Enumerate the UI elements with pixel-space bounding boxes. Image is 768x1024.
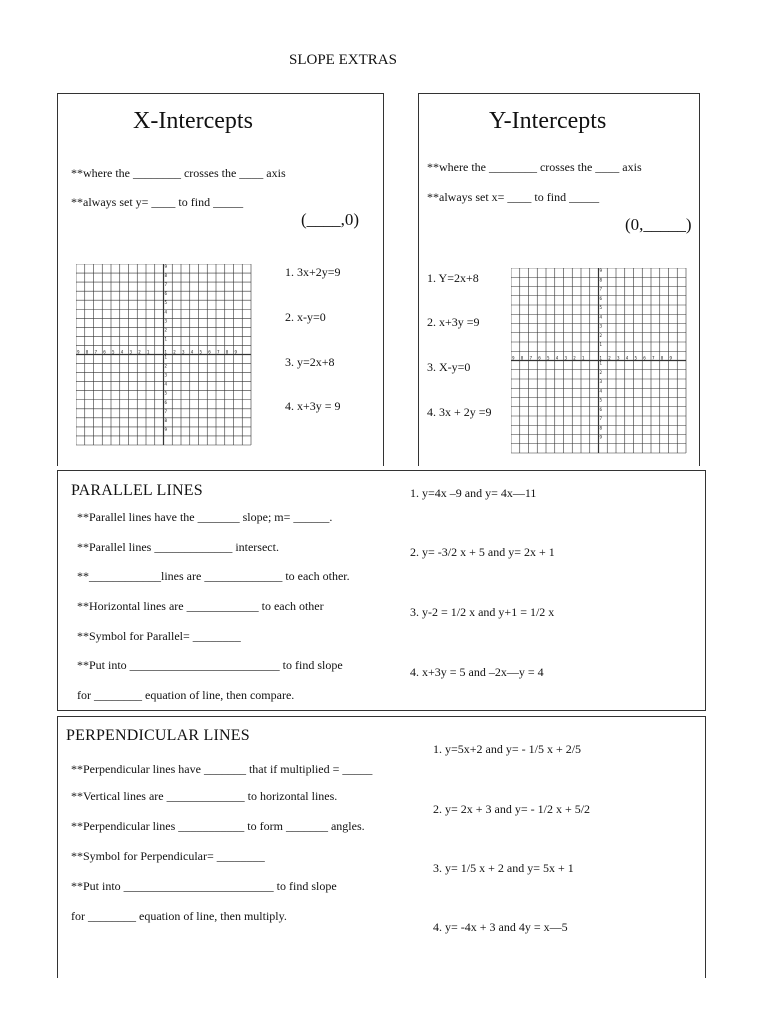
parallel-note: **Symbol for Parallel= ________	[77, 629, 241, 643]
axis-tick-label: 5	[547, 355, 550, 361]
axis-tick-label: 3	[164, 318, 168, 324]
y-intercepts-heading: Y-Intercepts	[489, 108, 607, 134]
axis-tick-label: 5	[199, 349, 203, 355]
x-intercepts-definition: **where the ________ crosses the ____ axis	[71, 166, 286, 180]
axis-tick-label: 9	[512, 355, 515, 361]
y-intercepts-definition: **where the ________ crosses the ____ axis	[427, 160, 642, 174]
axis-tick-label: 3	[164, 372, 168, 378]
axis-tick-label: 7	[599, 286, 603, 292]
parallel-lines-heading: PARALLEL LINES	[71, 482, 203, 499]
y-problem-3: 3. X-y=0	[427, 360, 471, 374]
axis-tick-label: 1	[599, 360, 603, 366]
axis-tick-label: 7	[599, 416, 603, 421]
axis-tick-label: 4	[190, 349, 194, 355]
perpendicular-note: **Vertical lines are _____________ to horizontal lines.	[71, 789, 338, 803]
axis-tick-label: 2	[173, 349, 176, 355]
axis-tick-label: 4	[555, 355, 559, 361]
parallel-note: **____________lines are _____________ to each other.	[77, 569, 350, 583]
axis-tick-label: 4	[599, 388, 603, 394]
axis-tick-label: 6	[538, 355, 541, 361]
x-intercepts-coordinate-grid	[76, 264, 252, 446]
axis-tick-label: 5	[112, 349, 115, 355]
axis-tick-label: 1	[164, 349, 168, 355]
x-problem-1: 1. 3x+2y=9	[285, 265, 341, 279]
axis-tick-label: 8	[164, 417, 168, 423]
axis-tick-label: 5	[599, 305, 603, 310]
axis-tick-label: 4	[625, 355, 629, 361]
axis-tick-label: 2	[573, 355, 576, 361]
axis-tick-label: 8	[164, 273, 168, 279]
axis-tick-label: 9	[599, 268, 603, 273]
axis-tick-label: 1	[164, 354, 168, 360]
axis-tick-label: 6	[599, 406, 603, 412]
perpendicular-note: **Put into _________________________ to find slope	[71, 879, 337, 893]
perpendicular-lines-panel	[57, 716, 706, 978]
axis-tick-label: 7	[164, 282, 168, 288]
axis-tick-label: 5	[634, 355, 638, 361]
y-problem-1: 1. Y=2x+8	[427, 271, 479, 285]
y-problem-2: 2. x+3y =9	[427, 315, 480, 329]
axis-tick-label: 3	[129, 349, 133, 355]
perpendicular-problem-1: 1. y=5x+2 and y= - 1/5 x + 2/5	[433, 742, 582, 756]
parallel-note: **Horizontal lines are ____________ to each other	[77, 599, 324, 613]
parallel-problem-2: 2. y= -3/2 x + 5 and y= 2x + 1	[410, 545, 555, 559]
perpendicular-note: for ________ equation of line, then multiply.	[71, 909, 287, 923]
axis-tick-label: 8	[599, 277, 603, 283]
axis-tick-label: 4	[120, 349, 124, 355]
perpendicular-problem-3: 3. y= 1/5 x + 2 and y= 5x + 1	[433, 861, 574, 875]
parallel-note: **Parallel lines have the _______ slope; m= ______.	[77, 510, 333, 524]
axis-tick-label: 2	[599, 332, 603, 338]
axis-tick-label: 9	[164, 264, 168, 269]
axis-tick-label: 3	[617, 355, 620, 361]
axis-tick-label: 5	[164, 300, 168, 306]
axis-tick-label: 4	[599, 314, 603, 320]
axis-tick-label: 9	[599, 434, 603, 440]
x-intercepts-heading: X-Intercepts	[133, 108, 253, 134]
axis-tick-label: 7	[164, 408, 168, 414]
page-title: SLOPE EXTRAS	[289, 52, 397, 68]
axis-tick-label: 3	[599, 379, 603, 384]
axis-tick-label: 1	[599, 342, 603, 347]
axis-tick-label: 2	[608, 355, 611, 361]
perpendicular-note: **Perpendicular lines ___________ to form _______ angles.	[71, 819, 365, 833]
axis-tick-label: 4	[164, 381, 168, 387]
perpendicular-note: **Symbol for Perpendicular= ________	[71, 849, 265, 863]
axis-tick-label: 6	[103, 349, 106, 355]
parallel-note: for ________ equation of line, then compare.	[77, 688, 295, 702]
axis-tick-label: 9	[164, 426, 168, 432]
perpendicular-note: **Perpendicular lines have _______ that if multiplied = _____	[71, 762, 373, 776]
axis-tick-label: 3	[599, 323, 603, 329]
parallel-note: **Put into _________________________ to find slope	[77, 658, 343, 672]
parallel-problem-1: 1. y=4x –9 and y= 4x—11	[410, 486, 537, 500]
axis-tick-label: 1	[599, 355, 603, 361]
y-intercepts-rule: **always set x= ____ to find _____	[427, 190, 600, 204]
axis-tick-label: 8	[225, 349, 229, 355]
x-problem-3: 3. y=2x+8	[285, 355, 335, 369]
axis-tick-label: 4	[164, 309, 168, 315]
axis-tick-label: 6	[164, 291, 168, 297]
x-problem-4: 4. x+3y = 9	[285, 399, 341, 413]
axis-tick-label: 8	[599, 425, 603, 431]
axis-tick-label: 3	[564, 355, 568, 361]
y-problem-4: 4. 3x + 2y =9	[427, 405, 492, 419]
axis-tick-label: 2	[138, 349, 141, 355]
axis-tick-label: 9	[669, 355, 673, 361]
y-intercepts-coordinate-grid	[511, 268, 687, 454]
axis-tick-label: 6	[164, 399, 168, 405]
x-intercept-point: (____,0)	[301, 210, 360, 229]
parallel-problem-4: 4. x+3y = 5 and –2x—y = 4	[410, 665, 544, 679]
axis-tick-label: 1	[582, 355, 585, 361]
perpendicular-lines-heading: PERPENDICULAR LINES	[66, 727, 250, 744]
perpendicular-problem-4: 4. y= -4x + 3 and 4y = x—5	[433, 920, 568, 934]
axis-tick-label: 7	[217, 349, 220, 355]
axis-tick-label: 5	[164, 390, 168, 396]
y-intercept-point: (0,_____)	[625, 215, 692, 234]
x-intercepts-rule: **always set y= ____ to find _____	[71, 195, 244, 209]
axis-tick-label: 2	[164, 327, 168, 333]
x-problem-2: 2. x-y=0	[285, 310, 326, 324]
axis-tick-label: 1	[164, 336, 168, 342]
axis-tick-label: 7	[529, 355, 533, 361]
axis-tick-label: 7	[94, 349, 98, 355]
perpendicular-problem-2: 2. y= 2x + 3 and y= - 1/2 x + 5/2	[433, 802, 591, 816]
axis-tick-label: 8	[85, 349, 89, 355]
axis-tick-label: 1	[147, 349, 150, 355]
axis-tick-label: 9	[77, 349, 80, 355]
parallel-problem-3: 3. y-2 = 1/2 x and y+1 = 1/2 x	[410, 605, 555, 619]
parallel-lines-panel	[57, 470, 706, 711]
axis-tick-label: 2	[599, 369, 603, 375]
axis-tick-label: 7	[652, 355, 655, 361]
axis-tick-label: 6	[208, 349, 211, 355]
axis-tick-label: 2	[164, 363, 168, 369]
axis-tick-label: 8	[660, 355, 664, 361]
axis-tick-label: 8	[520, 355, 524, 361]
axis-tick-label: 6	[643, 355, 646, 361]
parallel-note: **Parallel lines _____________ intersect.	[77, 540, 279, 554]
axis-tick-label: 3	[182, 349, 185, 355]
axis-tick-label: 9	[234, 349, 238, 355]
axis-tick-label: 5	[599, 397, 603, 403]
axis-tick-label: 6	[599, 295, 603, 301]
